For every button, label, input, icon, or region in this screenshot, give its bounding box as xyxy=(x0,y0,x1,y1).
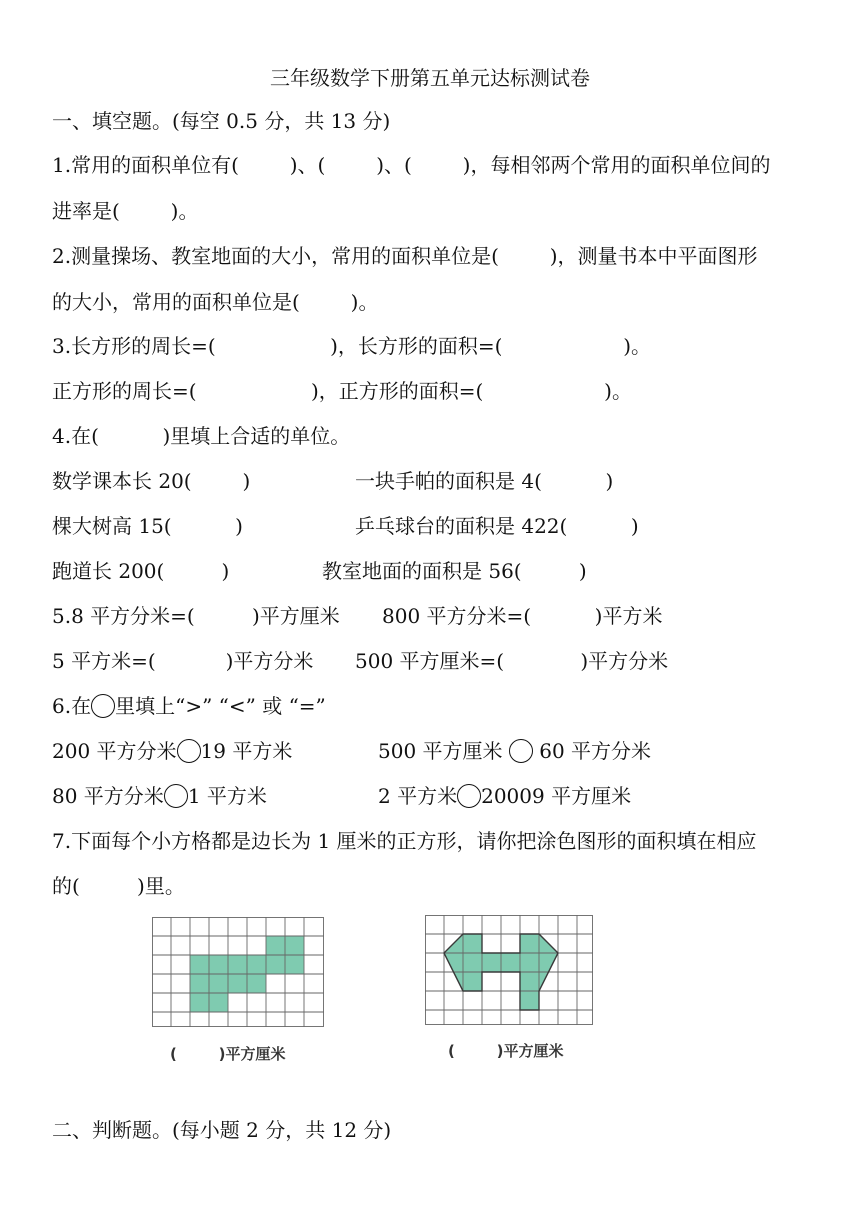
q6-b-left: 500 平方厘米 xyxy=(378,739,509,763)
q6-intro-pre: 6.在 xyxy=(52,694,92,718)
compare-circle[interactable] xyxy=(457,784,481,808)
q4-row2-left: 棵大树高 15( ) xyxy=(52,514,243,538)
q2-line1: 2.测量操场、教室地面的大小，常用的面积单位是( )，测量书本中平面图形 xyxy=(52,244,758,268)
q5-c: 5 平方米=( )平方分米 xyxy=(52,649,314,673)
section1-heading: 一、填空题。(每空 0.5 分，共 13 分) xyxy=(52,109,391,133)
figure-2-answer-label: ( )平方厘米 xyxy=(448,1042,564,1060)
page-title: 三年级数学下册第五单元达标测试卷 xyxy=(270,66,590,90)
grid-figure-1 xyxy=(152,917,324,1027)
q6-d-left: 2 平方米 xyxy=(378,784,458,808)
q7-line2: 的( )里。 xyxy=(52,874,185,898)
q2-line2: 的大小，常用的面积单位是( )。 xyxy=(52,290,379,314)
q4-row1-right: 一块手帕的面积是 4( ) xyxy=(355,469,614,493)
compare-circle[interactable] xyxy=(509,739,533,763)
figure-1-answer-label: ( )平方厘米 xyxy=(170,1045,286,1063)
q4-row2-right: 乒乓球台的面积是 422( ) xyxy=(355,514,639,538)
q6-a-right: 19 平方米 xyxy=(200,739,293,763)
grid-figure-2 xyxy=(425,915,593,1025)
circle-icon xyxy=(91,694,115,718)
compare-circle[interactable] xyxy=(177,739,201,763)
q6-b xyxy=(378,738,651,764)
q3-line1: 3.长方形的周长=( )，长方形的面积=( )。 xyxy=(52,334,652,358)
section2-heading: 二、判断题。(每小题 2 分，共 12 分) xyxy=(52,1118,392,1142)
q6-a-left: 200 平方分米 xyxy=(52,739,177,763)
q3-line2: 正方形的周长=( )，正方形的面积=( )。 xyxy=(52,379,632,403)
q6-d xyxy=(378,783,631,809)
q4-row3-right: 教室地面的面积是 56( ) xyxy=(322,559,587,583)
q6-c xyxy=(52,783,267,809)
q6-intro xyxy=(52,693,326,719)
q4-row3-left: 跑道长 200( ) xyxy=(52,559,230,583)
q6-intro-post: 里填上“>” “<” 或 “=” xyxy=(115,694,326,718)
q4-row1-left: 数学课本长 20( ) xyxy=(52,469,251,493)
q6-d-right: 20009 平方厘米 xyxy=(481,784,632,808)
q5-d: 500 平方厘米=( )平方分米 xyxy=(355,649,669,673)
q6-c-left: 80 平方分米 xyxy=(52,784,164,808)
q5-a: 5.8 平方分米=( )平方厘米 xyxy=(52,604,340,628)
q7-line1: 7.下面每个小方格都是边长为 1 厘米的正方形，请你把涂色图形的面积填在相应 xyxy=(52,829,757,853)
q1-line1: 1.常用的面积单位有( )、( )、( )，每相邻两个常用的面积单位间的 xyxy=(52,153,771,177)
q4-intro: 4.在( )里填上合适的单位。 xyxy=(52,424,351,448)
q5-b: 800 平方分米=( )平方米 xyxy=(382,604,663,628)
q6-a xyxy=(52,738,292,764)
q6-b-right: 60 平方分米 xyxy=(532,739,652,763)
q1-line2: 进率是( )。 xyxy=(52,199,199,223)
q6-c-right: 1 平方米 xyxy=(187,784,267,808)
compare-circle[interactable] xyxy=(164,784,188,808)
